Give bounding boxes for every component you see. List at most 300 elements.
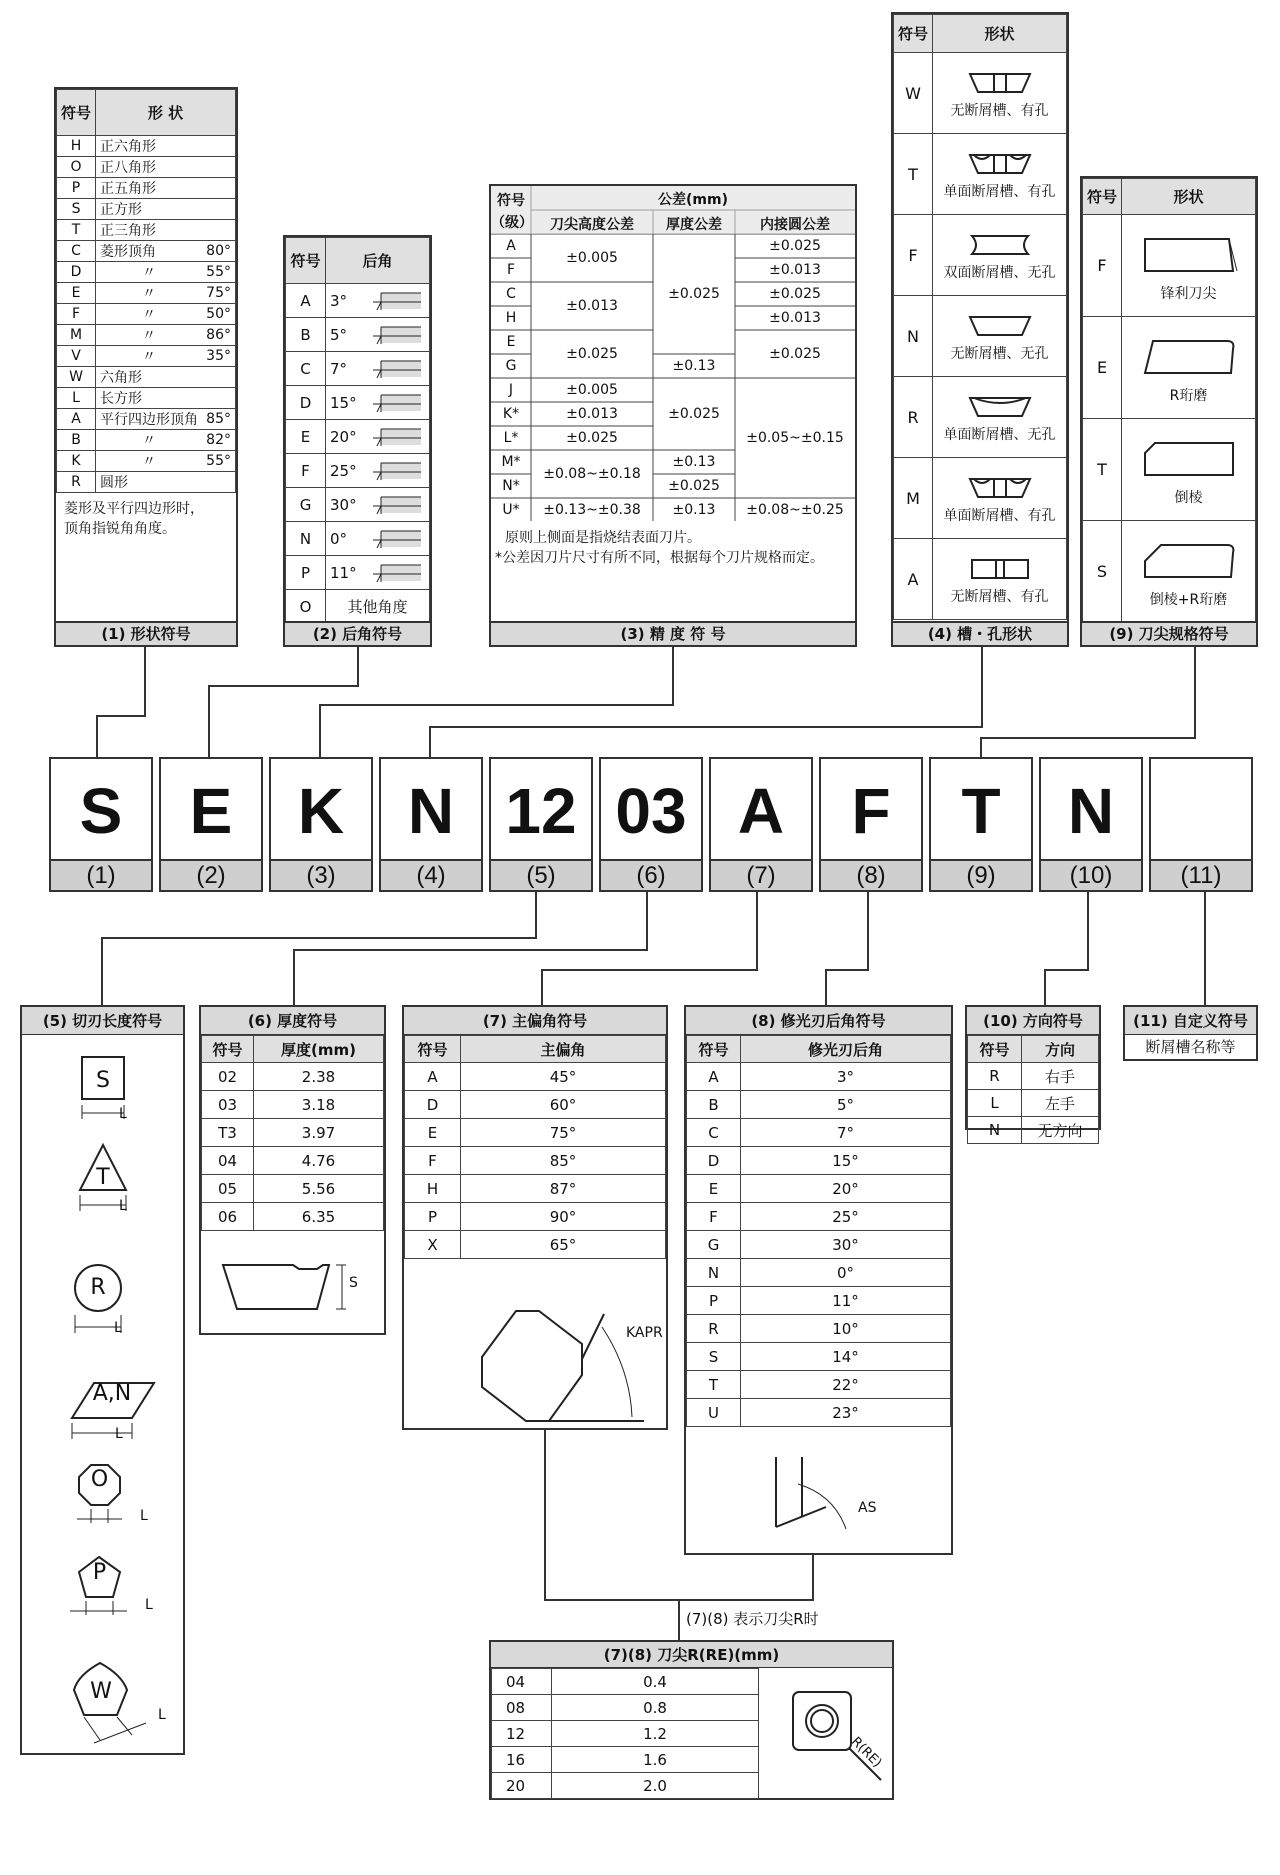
row-value: 1.6 <box>552 1747 759 1773</box>
groove-shape-icon <box>958 475 1042 501</box>
row-symbol: O <box>286 590 326 624</box>
row-symbol: 08 <box>492 1695 552 1721</box>
code-index: (6) <box>601 859 701 890</box>
row-value: 2.38 <box>254 1063 384 1091</box>
row-symbol: E <box>1083 317 1122 419</box>
clearance-angle-icon <box>367 426 423 448</box>
row-angle: 55° <box>202 262 235 283</box>
code-char: 12 <box>505 775 577 847</box>
row-value: 15° <box>741 1147 951 1175</box>
row-symbol: B <box>57 430 96 451</box>
code-char: S <box>79 775 123 847</box>
row-symbol: W <box>57 367 96 388</box>
row-shape-label: 倒棱+R珩磨 <box>1149 591 1228 608</box>
code-box-6 <box>599 757 703 892</box>
corner-radius-title: (7)(8) 刀尖R(RE)(mm) <box>491 1642 892 1668</box>
row-value: 0.4 <box>552 1669 759 1695</box>
edge-prep-caption: (9) 刀尖规格符号 <box>1082 621 1256 645</box>
table-row <box>57 199 236 220</box>
row-shape: 正方形 <box>96 199 203 220</box>
code-char: N <box>1067 775 1115 847</box>
row-shape: 〃 <box>96 430 203 451</box>
tip-height-tol: ±0.005 <box>566 250 618 266</box>
row-symbol: N <box>894 296 933 377</box>
row-shape-cell <box>1122 419 1256 521</box>
table-row <box>286 352 430 386</box>
table-row <box>57 388 236 409</box>
table-row <box>286 488 430 522</box>
row-value: 60° <box>461 1091 666 1119</box>
row-symbol: H <box>405 1175 461 1203</box>
row-symbol: U <box>687 1399 741 1427</box>
header-symbol: 符号 <box>405 1036 461 1063</box>
code-char: N <box>407 775 455 847</box>
header-shape: 形状 <box>933 15 1067 53</box>
dim-l-4: L <box>115 1426 123 1442</box>
header-direction: 方向 <box>1022 1036 1099 1063</box>
approach-angle-diagram <box>404 1259 666 1459</box>
row-symbol: 03 <box>202 1091 254 1119</box>
table-row <box>405 1063 666 1091</box>
header-grade: （级） <box>491 215 533 231</box>
header-symbol: 符号 <box>497 193 525 209</box>
table-row <box>1083 521 1256 623</box>
row-shape-label: 双面断屑槽、无孔 <box>943 265 1056 281</box>
table-row <box>894 134 1067 215</box>
header-symbol: 符号 <box>968 1036 1022 1063</box>
table-row <box>894 53 1067 134</box>
row-symbol: D <box>57 262 96 283</box>
row-symbol: L <box>57 388 96 409</box>
row-shape: 〃 <box>96 325 203 346</box>
row-symbol: M* <box>501 454 521 470</box>
row-symbol: M <box>57 325 96 346</box>
direction-title: (10) 方向符号 <box>967 1007 1099 1035</box>
row-symbol: H <box>57 136 96 157</box>
table-row <box>687 1343 951 1371</box>
row-shape: 菱形顶角 <box>96 241 203 262</box>
edge-prep-icon <box>1137 439 1241 481</box>
row-symbol: F <box>506 262 516 278</box>
thickness-tol: ±0.13 <box>672 358 716 374</box>
header-tip-height: 刀尖高度公差 <box>550 217 634 233</box>
wiper-clearance-diagram <box>686 1427 951 1567</box>
groove-shape-icon <box>958 313 1042 339</box>
row-shape: 〃 <box>96 451 203 472</box>
row-symbol: U* <box>502 502 520 518</box>
row-angle: 其他角度 <box>347 598 408 616</box>
table-row <box>405 1203 666 1231</box>
row-angle-cell <box>326 488 430 522</box>
row-shape: 长方形 <box>96 388 203 409</box>
row-shape-label: R珩磨 <box>1169 387 1208 404</box>
row-shape-label: 单面断屑槽、有孔 <box>943 508 1056 524</box>
tolerance-panel <box>489 184 857 647</box>
row-angle <box>202 199 235 220</box>
clearance-angle-icon <box>367 528 423 550</box>
clearance-angle-icon <box>367 494 423 516</box>
row-angle: 35° <box>202 346 235 367</box>
table-row <box>968 1117 1099 1144</box>
table-row <box>492 1721 759 1747</box>
row-shape-cell <box>933 539 1067 620</box>
approach-angle-panel <box>402 1005 668 1430</box>
row-symbol: A <box>286 284 326 318</box>
row-value: 14° <box>741 1343 951 1371</box>
approach-angle-table <box>404 1035 666 1259</box>
code-index: (8) <box>821 859 921 890</box>
header-tolerance: 公差(mm) <box>658 192 728 208</box>
row-angle: 3° <box>330 291 348 310</box>
header-shape: 形 状 <box>96 90 236 136</box>
tolerance-table <box>491 186 855 521</box>
inscribed-circle-tol: ±0.013 <box>769 310 821 326</box>
row-angle: 80° <box>202 241 235 262</box>
edge-prep-icon <box>1137 337 1241 379</box>
row-symbol: S <box>57 199 96 220</box>
row-shape-label: 单面断屑槽、有孔 <box>943 184 1056 200</box>
table-row <box>286 284 430 318</box>
row-shape-label: 无断屑槽、无孔 <box>950 346 1049 362</box>
code-box-4 <box>379 757 483 892</box>
row-value: 3° <box>741 1063 951 1091</box>
table-row <box>57 283 236 304</box>
shape-note-2: 顶角指锐角角度。 <box>64 521 176 537</box>
cutting-edge-length-title: (5) 切刃长度符号 <box>22 1007 183 1035</box>
row-shape: 正六角形 <box>96 136 203 157</box>
row-shape-cell <box>933 215 1067 296</box>
shape-symbol-caption: (1) 形状符号 <box>56 621 236 645</box>
row-symbol: R <box>968 1063 1022 1090</box>
table-row <box>202 1119 384 1147</box>
row-value: 22° <box>741 1371 951 1399</box>
row-symbol: B <box>286 318 326 352</box>
row-symbol: N <box>286 522 326 556</box>
corner-radius-diagram <box>761 1670 891 1798</box>
table-row <box>57 409 236 430</box>
row-symbol: W <box>894 53 933 134</box>
table-row <box>57 325 236 346</box>
tip-height-tol: ±0.013 <box>566 406 618 422</box>
row-symbol: T <box>57 220 96 241</box>
code-index: (11) <box>1151 859 1251 890</box>
table-row <box>968 1090 1099 1117</box>
row-symbol: G <box>687 1231 741 1259</box>
header-inscribed-circle: 内接圆公差 <box>760 217 830 233</box>
row-symbol: K <box>57 451 96 472</box>
table-row <box>492 1669 759 1695</box>
row-value: 3.18 <box>254 1091 384 1119</box>
tolerance-note-1: 原则上侧面是指烧结表面刀片。 <box>505 530 701 546</box>
code-index: (3) <box>271 859 371 890</box>
table-row <box>1083 317 1256 419</box>
row-symbol: A <box>894 539 933 620</box>
code-box-11 <box>1149 757 1253 892</box>
row-shape-cell <box>1122 317 1256 419</box>
row-angle <box>202 388 235 409</box>
row-value: 25° <box>741 1203 951 1231</box>
row-angle: 55° <box>202 451 235 472</box>
header-wiper-angle: 修光刃后角 <box>741 1036 951 1063</box>
clearance-angle-icon <box>367 290 423 312</box>
approach-angle-title: (7) 主偏角符号 <box>404 1007 666 1035</box>
row-value: 87° <box>461 1175 666 1203</box>
table-row <box>202 1063 384 1091</box>
code-box-8 <box>819 757 923 892</box>
row-value: 65° <box>461 1231 666 1259</box>
row-value: 10° <box>741 1315 951 1343</box>
row-value: 20° <box>741 1175 951 1203</box>
groove-shape-icon <box>958 394 1042 420</box>
row-symbol: S <box>1083 521 1122 623</box>
row-symbol: N <box>968 1117 1022 1144</box>
table-row <box>687 1119 951 1147</box>
row-symbol: 06 <box>202 1203 254 1231</box>
tip-height-tol: ±0.08~±0.18 <box>543 466 641 482</box>
row-symbol: R <box>894 377 933 458</box>
row-symbol: 12 <box>492 1721 552 1747</box>
row-value: 30° <box>741 1231 951 1259</box>
row-shape: 圆形 <box>96 472 203 493</box>
row-shape-label: 锋利刀尖 <box>1160 285 1217 302</box>
shape-label-t: T <box>96 1165 110 1190</box>
wiper-clearance-panel <box>684 1005 953 1555</box>
row-angle: 75° <box>202 283 235 304</box>
clearance-angle-caption: (2) 后角符号 <box>285 621 430 645</box>
code-char <box>1151 759 1251 859</box>
code-index: (1) <box>51 859 151 890</box>
corner-radius-label: (7)(8) 表示刀尖R时 <box>686 1610 819 1628</box>
row-symbol: T <box>1083 419 1122 521</box>
row-symbol: A <box>687 1063 741 1091</box>
row-angle <box>202 178 235 199</box>
table-row <box>57 451 236 472</box>
table-row <box>286 454 430 488</box>
table-row <box>57 136 236 157</box>
code-char: 03 <box>615 775 687 847</box>
code-index: (2) <box>161 859 261 890</box>
clearance-angle-panel <box>283 235 432 647</box>
dim-l-5: L <box>140 1508 148 1524</box>
row-value: 85° <box>461 1147 666 1175</box>
direction-table <box>967 1035 1099 1144</box>
row-shape-cell <box>1122 521 1256 623</box>
row-angle <box>202 157 235 178</box>
table-row <box>687 1091 951 1119</box>
row-shape-label: 倒棱 <box>1174 489 1203 506</box>
clearance-angle-icon <box>367 460 423 482</box>
row-angle <box>202 136 235 157</box>
table-row <box>405 1091 666 1119</box>
tip-height-tol: ±0.013 <box>566 298 618 314</box>
code-char: K <box>297 775 345 847</box>
row-shape-cell <box>933 458 1067 539</box>
table-row <box>286 318 430 352</box>
row-shape-label: 无断屑槽、有孔 <box>950 103 1049 119</box>
custom-symbol-panel <box>1123 1005 1258 1061</box>
thickness-title: (6) 厚度符号 <box>201 1007 384 1035</box>
row-symbol: 02 <box>202 1063 254 1091</box>
row-symbol: E <box>687 1175 741 1203</box>
row-value: 45° <box>461 1063 666 1091</box>
tip-height-tol: ±0.025 <box>566 346 618 362</box>
row-angle-cell <box>326 522 430 556</box>
header-thickness: 厚度(mm) <box>254 1036 384 1063</box>
row-symbol: B <box>687 1091 741 1119</box>
row-symbol: P <box>286 556 326 590</box>
row-shape: 〃 <box>96 346 203 367</box>
row-symbol: C <box>506 286 516 302</box>
row-symbol: E <box>286 420 326 454</box>
code-box-3 <box>269 757 373 892</box>
shape-label-o: O <box>90 1467 109 1492</box>
row-angle-cell <box>326 556 430 590</box>
table-row <box>687 1175 951 1203</box>
inscribed-circle-tol: ±0.08~±0.25 <box>746 502 844 518</box>
groove-hole-table <box>893 14 1067 620</box>
row-shape: 平行四边形顶角 <box>96 409 203 430</box>
wiper-clearance-table <box>686 1035 951 1427</box>
row-angle <box>202 367 235 388</box>
shape-label-r: R <box>90 1275 106 1300</box>
row-symbol: T <box>894 134 933 215</box>
table-row <box>405 1147 666 1175</box>
dim-l-6: L <box>145 1597 153 1613</box>
code-box-5 <box>489 757 593 892</box>
row-angle: 15° <box>330 393 357 412</box>
code-box-10 <box>1039 757 1143 892</box>
row-symbol: T3 <box>202 1119 254 1147</box>
edge-prep-icon <box>1137 541 1241 583</box>
row-symbol: F <box>1083 215 1122 317</box>
row-symbol: M <box>894 458 933 539</box>
row-symbol: F <box>687 1203 741 1231</box>
tolerance-caption: (3) 精 度 符 号 <box>491 621 855 645</box>
edge-prep-table <box>1082 178 1256 623</box>
row-shape: 正五角形 <box>96 178 203 199</box>
groove-shape-icon <box>958 556 1042 582</box>
row-angle: 5° <box>330 325 348 344</box>
table-row <box>687 1063 951 1091</box>
clearance-angle-icon <box>367 392 423 414</box>
row-value: 1.2 <box>552 1721 759 1747</box>
tip-height-tol: ±0.025 <box>566 430 618 446</box>
tip-height-tol: ±0.005 <box>566 382 618 398</box>
dim-l-7: L <box>158 1707 166 1723</box>
code-index: (7) <box>711 859 811 890</box>
table-row <box>687 1315 951 1343</box>
shape-note-1: 菱形及平行四边形时， <box>64 501 204 517</box>
code-index: (10) <box>1041 859 1141 890</box>
row-angle: 20° <box>330 427 357 446</box>
shape-symbol-panel <box>54 87 238 647</box>
row-shape-cell <box>933 134 1067 215</box>
thickness-tol: ±0.025 <box>668 286 720 302</box>
row-value: 11° <box>741 1287 951 1315</box>
row-symbol: V <box>57 346 96 367</box>
row-symbol: K* <box>502 406 520 422</box>
table-row <box>286 556 430 590</box>
row-symbol: H <box>505 310 517 326</box>
row-symbol: 04 <box>492 1669 552 1695</box>
edge-prep-icon <box>1137 235 1241 277</box>
groove-shape-icon <box>958 70 1042 96</box>
row-symbol: P <box>57 178 96 199</box>
inscribed-circle-tol: ±0.013 <box>769 262 821 278</box>
row-angle-cell <box>326 318 430 352</box>
table-row <box>202 1175 384 1203</box>
row-value: 90° <box>461 1203 666 1231</box>
table-row <box>202 1203 384 1231</box>
row-symbol: 05 <box>202 1175 254 1203</box>
row-symbol: 16 <box>492 1747 552 1773</box>
wiper-clearance-title: (8) 修光刃后角符号 <box>686 1007 951 1035</box>
code-char: T <box>961 775 1001 847</box>
row-shape: 六角形 <box>96 367 203 388</box>
row-symbol: E <box>405 1119 461 1147</box>
row-value: 4.76 <box>254 1147 384 1175</box>
row-shape: 〃 <box>96 304 203 325</box>
inscribed-circle-tol: ±0.05~±0.15 <box>746 430 844 446</box>
table-row <box>202 1147 384 1175</box>
row-angle-cell <box>326 454 430 488</box>
row-angle-cell <box>326 284 430 318</box>
header-clearance: 后角 <box>326 238 430 284</box>
table-row <box>1083 419 1256 521</box>
table-row <box>286 590 430 624</box>
shape-label-p: P <box>92 1560 107 1585</box>
thickness-panel <box>199 1005 386 1335</box>
table-row <box>894 377 1067 458</box>
dim-l-1: L <box>119 1106 127 1122</box>
row-symbol: 04 <box>202 1147 254 1175</box>
row-symbol: J <box>508 382 514 398</box>
row-symbol: R <box>57 472 96 493</box>
table-row <box>57 430 236 451</box>
header-symbol: 符号 <box>286 238 326 284</box>
row-angle <box>202 472 235 493</box>
table-row <box>687 1231 951 1259</box>
row-value: 23° <box>741 1399 951 1427</box>
row-angle: 11° <box>330 563 357 582</box>
thickness-tol: ±0.025 <box>668 406 720 422</box>
code-char: F <box>851 775 891 847</box>
row-symbol: F <box>894 215 933 296</box>
row-value: 5° <box>741 1091 951 1119</box>
row-symbol: G <box>286 488 326 522</box>
thickness-tol: ±0.025 <box>668 478 720 494</box>
table-row <box>57 472 236 493</box>
row-angle: 0° <box>330 529 348 548</box>
code-box-9 <box>929 757 1033 892</box>
row-value: 2.0 <box>552 1773 759 1799</box>
row-symbol: A <box>405 1063 461 1091</box>
row-value: 75° <box>461 1119 666 1147</box>
table-row <box>57 178 236 199</box>
row-symbol: C <box>57 241 96 262</box>
row-symbol: P <box>687 1287 741 1315</box>
row-angle-cell <box>326 352 430 386</box>
table-row <box>286 522 430 556</box>
table-row <box>202 1091 384 1119</box>
header-thickness: 厚度公差 <box>666 217 722 233</box>
tolerance-note-2: *公差因刀片尺寸有所不同，根据每个刀片规格而定。 <box>495 550 824 566</box>
table-row <box>968 1063 1099 1090</box>
custom-symbol-title: (11) 自定义符号 <box>1125 1007 1256 1035</box>
row-value: 7° <box>741 1119 951 1147</box>
row-symbol: C <box>286 352 326 386</box>
row-symbol: L <box>968 1090 1022 1117</box>
